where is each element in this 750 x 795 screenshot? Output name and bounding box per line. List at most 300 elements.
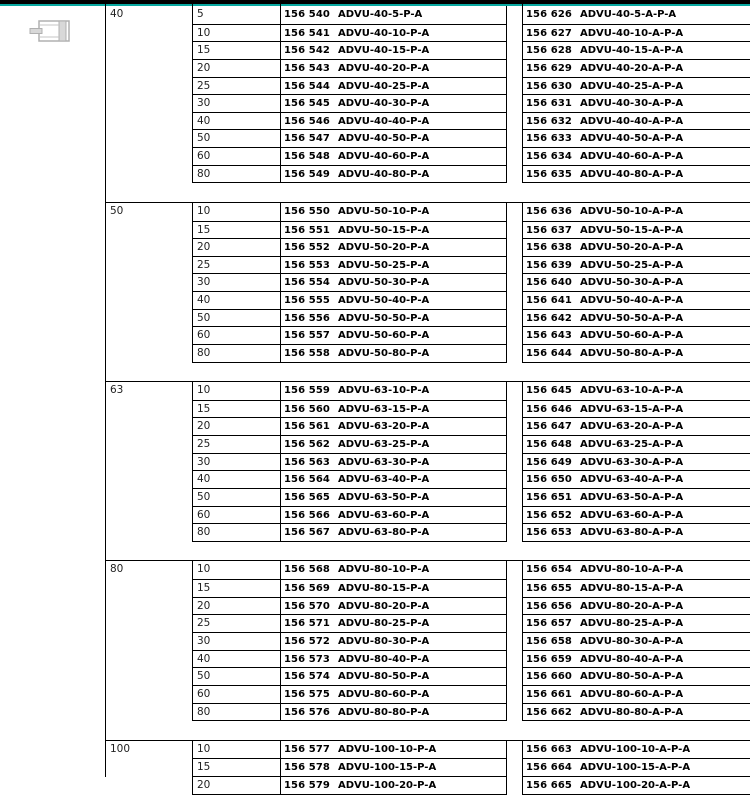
part-number: 156 645	[526, 385, 572, 397]
variant-p-a-cell	[280, 327, 507, 345]
part-number: 156 632	[526, 115, 572, 127]
variant-p-a-cell	[280, 704, 507, 722]
part-number: 156 646	[526, 403, 572, 415]
part-number: 156 642	[526, 312, 572, 324]
type-code: ADVU-80-20-A-P-A	[580, 600, 684, 612]
stroke-cell	[192, 222, 281, 240]
variant-p-a-cell	[280, 651, 507, 669]
row-rule	[280, 794, 507, 795]
row-rule	[192, 541, 280, 542]
stroke-cell	[192, 130, 281, 148]
variant-a-p-a-cell	[522, 257, 750, 275]
table-row	[105, 78, 750, 96]
variant-a-p-a-cell	[522, 222, 750, 240]
part-number: 156 560	[284, 403, 330, 415]
part-number: 156 572	[284, 636, 330, 647]
row-rule	[522, 720, 750, 721]
stroke-value: 20	[197, 778, 211, 791]
table-row	[105, 166, 750, 184]
row-rule	[192, 182, 280, 183]
type-code: ADVU-63-20-P-A	[338, 421, 430, 433]
variant-a-p-a-cell	[522, 598, 750, 616]
type-code: ADVU-63-15-P-A	[338, 403, 430, 415]
part-number: 156 653	[526, 527, 572, 539]
table-row	[105, 418, 750, 436]
type-code: ADVU-80-30-A-P-A	[580, 636, 684, 647]
stroke-cell	[192, 382, 281, 401]
variant-p-a-cell	[280, 239, 507, 257]
type-code: ADVU-63-60-P-A	[338, 509, 430, 521]
type-code: ADVU-40-15-A-P-A	[580, 45, 684, 57]
type-code: ADVU-80-50-A-P-A	[580, 671, 684, 683]
stroke-cell	[192, 60, 281, 78]
type-code: ADVU-50-15-P-A	[338, 224, 430, 236]
part-number: 156 639	[526, 259, 572, 271]
part-number: 156 636	[526, 205, 572, 217]
part-number: 156 571	[284, 618, 330, 630]
table-row	[105, 113, 750, 131]
stroke-value: 10	[197, 26, 211, 39]
table-row	[105, 310, 750, 328]
variant-p-a-cell	[280, 6, 507, 25]
variant-p-a-cell	[280, 686, 507, 704]
type-code: ADVU-40-10-P-A	[338, 27, 430, 39]
type-code: ADVU-80-10-P-A	[338, 564, 430, 576]
stroke-cell	[192, 42, 281, 60]
table-row	[105, 257, 750, 275]
variant-p-a-cell	[280, 418, 507, 436]
stroke-value: 15	[197, 44, 211, 57]
variant-p-a-cell	[280, 561, 507, 580]
variant-a-p-a-cell	[522, 759, 750, 777]
variant-a-p-a-cell	[522, 524, 750, 542]
part-number: 156 658	[526, 636, 572, 647]
stroke-cell	[192, 78, 281, 96]
part-number: 156 573	[284, 653, 330, 665]
part-number: 156 649	[526, 456, 572, 468]
part-number: 156 547	[284, 133, 330, 145]
stroke-cell	[192, 327, 281, 345]
part-number: 156 578	[284, 762, 330, 774]
table-row	[105, 633, 750, 651]
type-code: ADVU-40-30-A-P-A	[580, 98, 684, 110]
variant-p-a-cell	[280, 274, 507, 292]
type-code: ADVU-80-60-A-P-A	[580, 688, 684, 700]
part-number: 156 654	[526, 564, 572, 576]
stroke-value: 25	[197, 617, 211, 630]
type-code: ADVU-80-60-P-A	[338, 688, 430, 700]
part-number: 156 633	[526, 133, 572, 145]
variant-p-a-cell	[280, 524, 507, 542]
variant-a-p-a-cell	[522, 6, 750, 25]
part-number: 156 540	[284, 9, 330, 20]
group-separator	[105, 721, 750, 741]
table-row	[105, 651, 750, 669]
group-separator	[105, 363, 750, 383]
part-number: 156 650	[526, 474, 572, 486]
stroke-value: 80	[197, 167, 211, 180]
type-code: ADVU-40-50-A-P-A	[580, 133, 684, 145]
part-number: 156 647	[526, 421, 572, 433]
row-rule	[280, 720, 507, 721]
part-number: 156 659	[526, 653, 572, 665]
part-number: 156 635	[526, 168, 572, 180]
table-row	[105, 507, 750, 525]
part-number: 156 542	[284, 45, 330, 57]
type-code: ADVU-40-30-P-A	[338, 98, 430, 110]
stroke-cell	[192, 777, 281, 795]
stroke-value: 25	[197, 79, 211, 92]
part-number: 156 562	[284, 439, 330, 451]
variant-a-p-a-cell	[522, 382, 750, 401]
variant-p-a-cell	[280, 507, 507, 525]
stroke-value: 60	[197, 150, 211, 163]
type-code: ADVU-40-60-A-P-A	[580, 151, 684, 163]
type-code: ADVU-40-20-P-A	[338, 62, 430, 74]
variant-p-a-cell	[280, 95, 507, 113]
variant-p-a-cell	[280, 130, 507, 148]
part-number: 156 564	[284, 474, 330, 486]
variant-p-a-cell	[280, 78, 507, 96]
part-number: 156 557	[284, 330, 330, 342]
table-row	[105, 60, 750, 78]
part-number: 156 561	[284, 421, 330, 433]
stroke-value: 15	[197, 223, 211, 236]
row-rule	[522, 182, 750, 183]
stroke-value: 10	[197, 742, 211, 755]
type-code: ADVU-63-40-A-P-A	[580, 474, 684, 486]
cylinder-icon	[29, 20, 71, 42]
stroke-value: 80	[197, 347, 211, 360]
part-number: 156 553	[284, 259, 330, 271]
variant-p-a-cell	[280, 113, 507, 131]
stroke-cell	[192, 436, 281, 454]
group-separator	[105, 542, 750, 562]
type-code: ADVU-63-60-A-P-A	[580, 509, 684, 521]
type-code: ADVU-50-15-A-P-A	[580, 224, 684, 236]
stroke-value: 15	[197, 582, 211, 595]
part-number: 156 656	[526, 600, 572, 612]
part-number: 156 662	[526, 706, 572, 718]
variant-a-p-a-cell	[522, 561, 750, 580]
table-row	[105, 471, 750, 489]
stroke-value: 15	[197, 761, 211, 774]
stroke-value: 20	[197, 420, 211, 433]
stroke-cell	[192, 203, 281, 222]
variant-p-a-cell	[280, 741, 507, 760]
table-row	[105, 148, 750, 166]
type-code: ADVU-50-10-A-P-A	[580, 205, 684, 217]
part-number: 156 554	[284, 277, 330, 289]
variant-p-a-cell	[280, 580, 507, 598]
row-rule	[280, 362, 507, 363]
type-code: ADVU-40-25-A-P-A	[580, 80, 684, 92]
table-row	[105, 598, 750, 616]
part-number: 156 545	[284, 98, 330, 110]
type-code: ADVU-50-20-P-A	[338, 242, 430, 254]
variant-a-p-a-cell	[522, 651, 750, 669]
table-row	[105, 222, 750, 240]
variant-a-p-a-cell	[522, 42, 750, 60]
stroke-value: 25	[197, 438, 211, 451]
stroke-value: 10	[197, 204, 211, 217]
stroke-cell	[192, 668, 281, 686]
part-number: 156 568	[284, 564, 330, 576]
type-code: ADVU-40-80-A-P-A	[580, 168, 684, 180]
type-code: ADVU-40-25-P-A	[338, 80, 430, 92]
part-number: 156 548	[284, 151, 330, 163]
type-code: ADVU-63-15-A-P-A	[580, 403, 684, 415]
variant-a-p-a-cell	[522, 130, 750, 148]
part-number: 156 556	[284, 312, 330, 324]
row-rule	[192, 720, 280, 721]
variant-p-a-cell	[280, 25, 507, 43]
type-code: ADVU-80-10-A-P-A	[580, 564, 684, 576]
stroke-value: 40	[197, 294, 211, 307]
part-number: 156 634	[526, 151, 572, 163]
variant-a-p-a-cell	[522, 418, 750, 436]
table-row	[105, 436, 750, 454]
part-number: 156 630	[526, 80, 572, 92]
stroke-value: 15	[197, 402, 211, 415]
stroke-cell	[192, 489, 281, 507]
stroke-cell	[192, 113, 281, 131]
stroke-cell	[192, 651, 281, 669]
table-row	[105, 668, 750, 686]
stroke-cell	[192, 345, 281, 363]
part-number: 156 661	[526, 688, 572, 700]
part-number: 156 644	[526, 348, 572, 360]
piston-diameter: 80	[110, 563, 124, 576]
type-code: ADVU-40-5-A-P-A	[580, 9, 677, 20]
table-row	[105, 25, 750, 43]
stroke-cell	[192, 580, 281, 598]
part-number: 156 657	[526, 618, 572, 630]
stroke-cell	[192, 310, 281, 328]
part-number: 156 567	[284, 527, 330, 539]
table-row	[105, 454, 750, 472]
variant-p-a-cell	[280, 257, 507, 275]
type-code: ADVU-100-10-A-P-A	[580, 743, 691, 755]
table-row	[105, 327, 750, 345]
piston-diameter: 50	[110, 204, 124, 217]
variant-a-p-a-cell	[522, 292, 750, 310]
table-row	[105, 580, 750, 598]
variant-p-a-cell	[280, 345, 507, 363]
stroke-value: 50	[197, 311, 211, 324]
diameter-group	[105, 203, 750, 363]
stroke-cell	[192, 759, 281, 777]
type-code: ADVU-50-25-P-A	[338, 259, 430, 271]
part-number: 156 577	[284, 743, 330, 755]
part-number: 156 563	[284, 456, 330, 468]
type-code: ADVU-63-80-A-P-A	[580, 527, 684, 539]
table-row	[105, 615, 750, 633]
variant-p-a-cell	[280, 42, 507, 60]
stroke-cell	[192, 418, 281, 436]
part-number: 156 640	[526, 277, 572, 289]
table-row	[105, 489, 750, 507]
stroke-cell	[192, 561, 281, 580]
type-code: ADVU-50-50-P-A	[338, 312, 430, 324]
type-code: ADVU-80-80-P-A	[338, 706, 430, 718]
variant-a-p-a-cell	[522, 777, 750, 795]
table-row	[105, 686, 750, 704]
part-number: 156 663	[526, 743, 572, 755]
diameter-group	[105, 561, 750, 721]
variant-p-a-cell	[280, 759, 507, 777]
variant-a-p-a-cell	[522, 95, 750, 113]
variant-a-p-a-cell	[522, 25, 750, 43]
type-code: ADVU-40-80-P-A	[338, 168, 430, 180]
row-rule	[522, 541, 750, 542]
order-table	[105, 6, 750, 795]
stroke-cell	[192, 148, 281, 166]
table-row	[105, 42, 750, 60]
variant-a-p-a-cell	[522, 166, 750, 184]
table-row	[105, 130, 750, 148]
diameter-group	[105, 741, 750, 795]
part-number: 156 648	[526, 439, 572, 451]
stroke-value: 60	[197, 329, 211, 342]
part-number: 156 543	[284, 62, 330, 74]
stroke-value: 30	[197, 635, 211, 647]
type-code: ADVU-63-80-P-A	[338, 527, 430, 539]
variant-a-p-a-cell	[522, 327, 750, 345]
table-row	[105, 203, 750, 222]
type-code: ADVU-50-60-A-P-A	[580, 330, 684, 342]
variant-a-p-a-cell	[522, 741, 750, 760]
variant-a-p-a-cell	[522, 580, 750, 598]
part-number: 156 651	[526, 492, 572, 504]
stroke-value: 20	[197, 241, 211, 254]
variant-p-a-cell	[280, 148, 507, 166]
type-code: ADVU-100-10-P-A	[338, 743, 437, 755]
part-number: 156 576	[284, 706, 330, 718]
variant-a-p-a-cell	[522, 345, 750, 363]
table-row	[105, 777, 750, 795]
variant-a-p-a-cell	[522, 686, 750, 704]
stroke-cell	[192, 25, 281, 43]
part-number: 156 574	[284, 671, 330, 683]
type-code: ADVU-50-30-A-P-A	[580, 277, 684, 289]
stroke-cell	[192, 686, 281, 704]
stroke-cell	[192, 401, 281, 419]
row-rule	[522, 362, 750, 363]
stroke-value: 50	[197, 132, 211, 145]
piston-diameter: 40	[110, 8, 124, 20]
part-number: 156 575	[284, 688, 330, 700]
table-row	[105, 561, 750, 580]
variant-p-a-cell	[280, 489, 507, 507]
variant-p-a-cell	[280, 166, 507, 184]
product-icon-cell	[0, 6, 106, 777]
part-number: 156 569	[284, 583, 330, 595]
table-row	[105, 95, 750, 113]
table-row	[105, 292, 750, 310]
type-code: ADVU-100-15-P-A	[338, 762, 437, 774]
variant-a-p-a-cell	[522, 401, 750, 419]
stroke-cell	[192, 257, 281, 275]
part-number: 156 631	[526, 98, 572, 110]
variant-p-a-cell	[280, 598, 507, 616]
type-code: ADVU-63-50-A-P-A	[580, 492, 684, 504]
group-separator	[105, 183, 750, 203]
part-number: 156 643	[526, 330, 572, 342]
table-row	[105, 6, 750, 25]
part-number: 156 637	[526, 224, 572, 236]
table-row	[105, 274, 750, 292]
variant-p-a-cell	[280, 668, 507, 686]
table-row	[105, 401, 750, 419]
variant-p-a-cell	[280, 401, 507, 419]
type-code: ADVU-80-15-A-P-A	[580, 583, 684, 595]
stroke-cell	[192, 615, 281, 633]
type-code: ADVU-40-10-A-P-A	[580, 27, 684, 39]
part-number: 156 570	[284, 600, 330, 612]
type-code: ADVU-63-40-P-A	[338, 474, 430, 486]
part-number: 156 559	[284, 385, 330, 397]
variant-p-a-cell	[280, 292, 507, 310]
type-code: ADVU-80-80-A-P-A	[580, 706, 684, 718]
stroke-value: 50	[197, 670, 211, 683]
stroke-cell	[192, 598, 281, 616]
type-code: ADVU-100-15-A-P-A	[580, 762, 691, 774]
variant-a-p-a-cell	[522, 615, 750, 633]
stroke-cell	[192, 524, 281, 542]
part-number: 156 544	[284, 80, 330, 92]
variant-p-a-cell	[280, 436, 507, 454]
row-rule	[280, 182, 507, 183]
variant-p-a-cell	[280, 203, 507, 222]
type-code: ADVU-63-25-P-A	[338, 439, 430, 451]
stroke-value: 30	[197, 276, 211, 289]
type-code: ADVU-80-20-P-A	[338, 600, 430, 612]
stroke-value: 40	[197, 652, 211, 665]
stroke-value: 10	[197, 384, 211, 397]
stroke-value: 10	[197, 563, 211, 576]
stroke-value: 60	[197, 508, 211, 521]
type-code: ADVU-50-40-A-P-A	[580, 295, 684, 307]
part-number: 156 579	[284, 779, 330, 791]
stroke-cell	[192, 454, 281, 472]
variant-p-a-cell	[280, 471, 507, 489]
table-row	[105, 345, 750, 363]
stroke-value: 50	[197, 491, 211, 504]
type-code: ADVU-80-25-A-P-A	[580, 618, 684, 630]
variant-a-p-a-cell	[522, 239, 750, 257]
table-row	[105, 382, 750, 401]
stroke-value: 80	[197, 705, 211, 718]
stroke-value: 25	[197, 258, 211, 271]
part-number: 156 627	[526, 27, 572, 39]
part-number: 156 550	[284, 205, 330, 217]
variant-p-a-cell	[280, 222, 507, 240]
part-number: 156 549	[284, 168, 330, 180]
part-number: 156 565	[284, 492, 330, 504]
variant-p-a-cell	[280, 615, 507, 633]
row-rule	[192, 362, 280, 363]
type-code: ADVU-63-30-P-A	[338, 456, 430, 468]
type-code: ADVU-63-50-P-A	[338, 492, 430, 504]
type-code: ADVU-40-20-A-P-A	[580, 62, 684, 74]
part-number: 156 566	[284, 509, 330, 521]
stroke-value: 5	[197, 8, 204, 20]
part-number: 156 541	[284, 27, 330, 39]
part-number: 156 626	[526, 9, 572, 20]
type-code: ADVU-63-30-A-P-A	[580, 456, 684, 468]
stroke-value: 20	[197, 599, 211, 612]
